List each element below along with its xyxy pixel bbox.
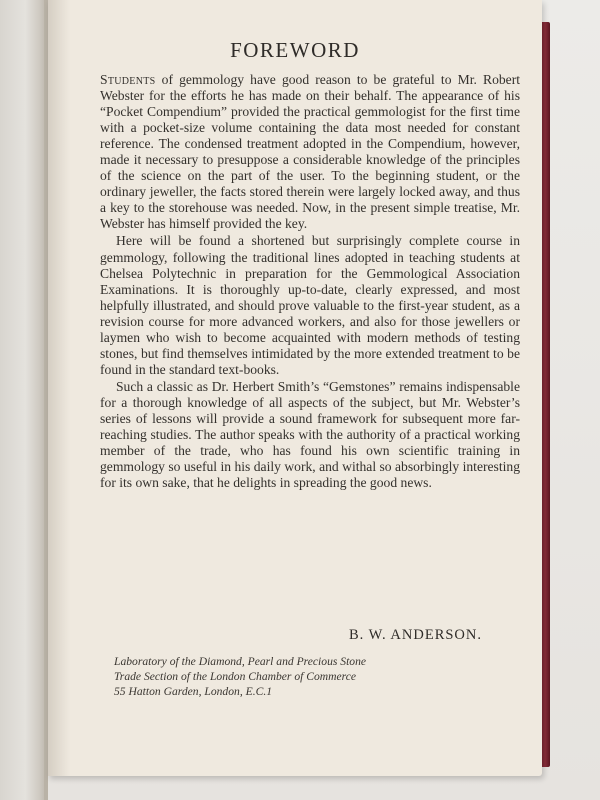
paragraph-3: Such a classic as Dr. Herbert Smith’s “Gemstones” remains indispensable for a thorough knowledge of all aspects of the subject, but Mr. Webster’s series of lessons will provide a sound framework for subsequent more far-reaching studies. The author speaks with the authority of a practical working member of the trade, who has found his own scientific training in gemmology so useful in his daily work, and withal so absorbingly interesting for its own sake, that he delights in spreading the good news. <box>100 378 520 491</box>
page-title: FOREWORD <box>230 38 360 62</box>
author-signature: B. W. ANDERSON. <box>348 627 482 643</box>
address-line-3: 55 Hatton Garden, London, E.C.1 <box>114 685 273 698</box>
paragraph-1-lead: Students <box>100 72 156 87</box>
paragraph-1-text: of gemmology have good reason to be grateful to Mr. Robert Webster for the efforts he has made on their behalf. The appearance of his “Pocket Compendium” provided the practical gemmologist for the first time with a pocket-size volume containing the data most needed for constant reference. The condensed treatment adopted in the Compendium, however, made it necessary to presuppose a considerable knowledge of the principles of the science on the part of the user. To the beginning student, or the ordinary jeweller, the facts stored therein were largely locked away, and thus a key to the storehouse was needed. Now, in the present simple treatise, Mr. Webster has himself provided the key. <box>100 72 520 232</box>
author-address <box>114 654 494 699</box>
address-line-2: Trade Section of the London Chamber of Commerce <box>114 670 357 683</box>
book-page <box>48 0 542 776</box>
page-shadow <box>48 0 70 776</box>
address-line-1: Laboratory of the Diamond, Pearl and Precious Stone <box>114 655 367 668</box>
foreword-body <box>100 72 520 491</box>
paragraph-2: Here will be found a shortened but surprisingly complete course in gemmology, following the traditional lines adopted in teaching students at Chelsea Polytechnic in preparation for the Gemmological Association Examinations. It is thoroughly up-to-date, clearly expressed, and most helpfully illustrated, and should prove valuable to the first-year student, as a revision course for more advanced workers, and also for those jewellers or laymen who wish to become acquainted with modern methods of testing stones, but find themselves intimidated by the more extended treatment to be found in the standard text-books. <box>100 233 520 377</box>
book-spine-fold <box>0 0 46 800</box>
paragraph-1 <box>100 72 520 232</box>
